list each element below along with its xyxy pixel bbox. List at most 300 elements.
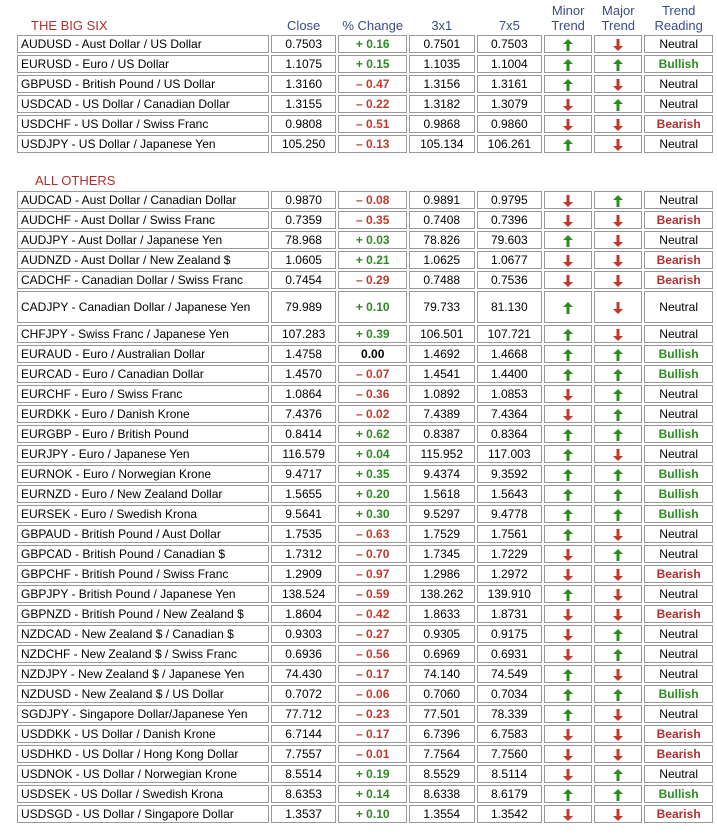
minor-trend-cell bbox=[544, 115, 592, 133]
arrow-down-icon bbox=[613, 729, 623, 741]
trend-reading-cell: Bearish bbox=[644, 211, 713, 229]
7x5-cell: 117.003 bbox=[477, 445, 543, 463]
close-cell: 138.524 bbox=[271, 585, 337, 603]
trend-reading-cell: Bearish bbox=[644, 805, 713, 823]
trend-reading-cell: Neutral bbox=[644, 35, 713, 53]
big-six-table bbox=[15, 1, 715, 155]
3x1-cell: 0.9891 bbox=[409, 191, 475, 209]
pair-cell: EURCHF - Euro / Swiss Franc bbox=[17, 385, 269, 403]
major-trend-cell bbox=[594, 765, 642, 783]
7x5-cell: 1.4668 bbox=[477, 345, 543, 363]
trend-reading-cell: Neutral bbox=[644, 405, 713, 423]
change-cell: – 0.36 bbox=[338, 385, 407, 403]
change-cell: – 0.70 bbox=[338, 545, 407, 563]
arrow-up-icon bbox=[563, 689, 573, 701]
arrow-down-icon bbox=[563, 569, 573, 581]
change-cell: – 0.17 bbox=[338, 725, 407, 743]
arrow-down-icon bbox=[563, 809, 573, 821]
7x5-cell: 1.3542 bbox=[477, 805, 543, 823]
close-cell: 1.1075 bbox=[271, 55, 337, 73]
change-cell: + 0.35 bbox=[338, 465, 407, 483]
arrow-up-icon bbox=[563, 329, 573, 341]
change-cell: – 0.22 bbox=[338, 95, 407, 113]
arrow-up-icon bbox=[613, 59, 623, 71]
change-cell: – 0.63 bbox=[338, 525, 407, 543]
all-others-table bbox=[15, 171, 715, 825]
7x5-cell: 0.8364 bbox=[477, 425, 543, 443]
table-row bbox=[17, 135, 713, 153]
major-trend-cell bbox=[594, 665, 642, 683]
arrow-up-icon bbox=[563, 449, 573, 461]
arrow-down-icon bbox=[563, 195, 573, 207]
trend-reading-cell: Neutral bbox=[644, 625, 713, 643]
table-row bbox=[17, 645, 713, 663]
3x1-cell: 1.2986 bbox=[409, 565, 475, 583]
pair-cell: EURSEK - Euro / Swedish Krona bbox=[17, 505, 269, 523]
3x1-cell: 1.3156 bbox=[409, 75, 475, 93]
major-trend-cell bbox=[594, 271, 642, 289]
arrow-down-icon bbox=[563, 215, 573, 227]
close-cell: 77.712 bbox=[271, 705, 337, 723]
3x1-cell: 1.0625 bbox=[409, 251, 475, 269]
change-cell: + 0.30 bbox=[338, 505, 407, 523]
major-trend-header bbox=[594, 3, 642, 33]
table-row bbox=[17, 685, 713, 703]
3x1-cell: 1.4692 bbox=[409, 345, 475, 363]
header-row bbox=[17, 3, 713, 33]
arrow-down-icon bbox=[563, 99, 573, 111]
minor-trend-cell bbox=[544, 325, 592, 343]
pair-cell: NZDJPY - New Zealand $ / Japanese Yen bbox=[17, 665, 269, 683]
change-cell: – 0.23 bbox=[338, 705, 407, 723]
pair-cell: EURNOK - Euro / Norwegian Krone bbox=[17, 465, 269, 483]
arrow-down-icon bbox=[563, 389, 573, 401]
3x1-cell: 79.733 bbox=[409, 291, 475, 323]
trend-reading-cell: Bullish bbox=[644, 465, 713, 483]
close-cell: 1.2909 bbox=[271, 565, 337, 583]
close-cell: 0.7072 bbox=[271, 685, 337, 703]
7x5-cell: 0.7536 bbox=[477, 271, 543, 289]
trend-reading-cell: Neutral bbox=[644, 445, 713, 463]
minor-trend-cell bbox=[544, 405, 592, 423]
major-trend-cell bbox=[594, 405, 642, 423]
7x5-cell: 0.7034 bbox=[477, 685, 543, 703]
trend-reading-cell: Neutral bbox=[644, 291, 713, 323]
arrow-up-icon bbox=[563, 669, 573, 681]
7x5-cell: 1.7561 bbox=[477, 525, 543, 543]
7x5-cell: 81.130 bbox=[477, 291, 543, 323]
close-cell: 79.989 bbox=[271, 291, 337, 323]
pair-cell: NZDCAD - New Zealand $ / Canadian $ bbox=[17, 625, 269, 643]
minor-trend-cell bbox=[544, 95, 592, 113]
table-row bbox=[17, 465, 713, 483]
close-cell: 0.7454 bbox=[271, 271, 337, 289]
trend-reading-cell: Neutral bbox=[644, 525, 713, 543]
minor-trend-cell bbox=[544, 365, 592, 383]
trend-label: Trend bbox=[661, 3, 696, 18]
table-row bbox=[17, 251, 713, 269]
pair-cell: USDNOK - US Dollar / Norwegian Krone bbox=[17, 765, 269, 783]
7x5-cell: 1.0677 bbox=[477, 251, 543, 269]
pair-cell: NZDUSD - New Zealand $ / US Dollar bbox=[17, 685, 269, 703]
close-cell: 1.4758 bbox=[271, 345, 337, 363]
3x1-cell: 1.1035 bbox=[409, 55, 475, 73]
close-header: Close bbox=[287, 18, 321, 33]
3x1-cell: 0.7060 bbox=[409, 685, 475, 703]
pair-cell: EURDKK - Euro / Danish Krone bbox=[17, 405, 269, 423]
change-cell: + 0.39 bbox=[338, 325, 407, 343]
7x5-cell: 7.4364 bbox=[477, 405, 543, 423]
7x5-cell: 107.721 bbox=[477, 325, 543, 343]
major-trend-cell bbox=[594, 55, 642, 73]
major-trend-cell bbox=[594, 525, 642, 543]
3x1-cell: 74.140 bbox=[409, 665, 475, 683]
minor-trend-cell bbox=[544, 485, 592, 503]
trend-reading-cell: Bullish bbox=[644, 485, 713, 503]
all-others-title: ALL OTHERS bbox=[35, 173, 116, 188]
pair-cell: GBPJPY - British Pound / Japanese Yen bbox=[17, 585, 269, 603]
trend-reading-cell: Bullish bbox=[644, 55, 713, 73]
arrow-down-icon bbox=[613, 215, 623, 227]
minor-trend-cell bbox=[544, 135, 592, 153]
arrow-up-icon bbox=[563, 139, 573, 151]
table-row bbox=[17, 525, 713, 543]
change-cell: – 0.13 bbox=[338, 135, 407, 153]
arrow-up-icon bbox=[563, 509, 573, 521]
table-row bbox=[17, 291, 713, 323]
trend-reading-cell: Neutral bbox=[644, 95, 713, 113]
change-cell: + 0.14 bbox=[338, 785, 407, 803]
3x1-cell: 1.7529 bbox=[409, 525, 475, 543]
change-cell: – 0.42 bbox=[338, 605, 407, 623]
arrow-up-icon bbox=[613, 549, 623, 561]
close-cell: 1.3160 bbox=[271, 75, 337, 93]
major-trend-cell bbox=[594, 805, 642, 823]
7x5-cell: 8.5114 bbox=[477, 765, 543, 783]
major-trend-cell bbox=[594, 191, 642, 209]
pair-cell: USDSEK - US Dollar / Swedish Krona bbox=[17, 785, 269, 803]
arrow-up-icon bbox=[563, 709, 573, 721]
trend-reading-cell: Bearish bbox=[644, 251, 713, 269]
close-cell: 1.3537 bbox=[271, 805, 337, 823]
pair-cell: AUDJPY - Aust Dollar / Japanese Yen bbox=[17, 231, 269, 249]
table-row bbox=[17, 765, 713, 783]
arrow-down-icon bbox=[563, 629, 573, 641]
change-cell: + 0.16 bbox=[338, 35, 407, 53]
3x1-cell: 8.6338 bbox=[409, 785, 475, 803]
table-row bbox=[17, 385, 713, 403]
change-cell: + 0.20 bbox=[338, 485, 407, 503]
arrow-down-icon bbox=[563, 769, 573, 781]
table-row bbox=[17, 35, 713, 53]
trend-reading-cell: Bearish bbox=[644, 605, 713, 623]
pair-cell: GBPCAD - British Pound / Canadian $ bbox=[17, 545, 269, 563]
3x1-cell: 77.501 bbox=[409, 705, 475, 723]
table-row bbox=[17, 565, 713, 583]
arrow-up-icon bbox=[613, 509, 623, 521]
minor-trend-cell bbox=[544, 665, 592, 683]
arrow-up-icon bbox=[613, 769, 623, 781]
major-trend-cell bbox=[594, 385, 642, 403]
7x5-cell: 0.9795 bbox=[477, 191, 543, 209]
close-cell: 0.8414 bbox=[271, 425, 337, 443]
pair-cell: USDCHF - US Dollar / Swiss Franc bbox=[17, 115, 269, 133]
pair-cell: EURJPY - Euro / Japanese Yen bbox=[17, 445, 269, 463]
table-row bbox=[17, 505, 713, 523]
close-cell: 9.4717 bbox=[271, 465, 337, 483]
3x1-cell: 1.8633 bbox=[409, 605, 475, 623]
change-cell: – 0.17 bbox=[338, 665, 407, 683]
arrow-up-icon bbox=[613, 789, 623, 801]
minor-trend-cell bbox=[544, 645, 592, 663]
3x1-cell: 9.5297 bbox=[409, 505, 475, 523]
7x5-cell: 0.7503 bbox=[477, 35, 543, 53]
change-cell: – 0.51 bbox=[338, 115, 407, 133]
trend-reading-cell: Neutral bbox=[644, 585, 713, 603]
major-trend-cell bbox=[594, 545, 642, 563]
change-cell: + 0.15 bbox=[338, 55, 407, 73]
pair-cell: USDHKD - US Dollar / Hong Kong Dollar bbox=[17, 745, 269, 763]
major-trend-cell bbox=[594, 505, 642, 523]
table-row bbox=[17, 445, 713, 463]
minor-trend-cell bbox=[544, 211, 592, 229]
close-cell: 8.6353 bbox=[271, 785, 337, 803]
arrow-up-icon bbox=[563, 789, 573, 801]
arrow-up-icon bbox=[613, 689, 623, 701]
3x1-cell: 1.7345 bbox=[409, 545, 475, 563]
7x5-cell: 1.5643 bbox=[477, 485, 543, 503]
minor-trend-cell bbox=[544, 725, 592, 743]
arrow-up-icon bbox=[563, 39, 573, 51]
arrow-down-icon bbox=[613, 79, 623, 91]
arrow-up-icon bbox=[563, 349, 573, 361]
7x5-cell: 1.8731 bbox=[477, 605, 543, 623]
change-cell: + 0.19 bbox=[338, 765, 407, 783]
arrow-down-icon bbox=[613, 39, 623, 51]
minor-trend-header bbox=[544, 3, 592, 33]
minor-trend-cell bbox=[544, 445, 592, 463]
close-cell: 0.6936 bbox=[271, 645, 337, 663]
pair-cell: EURGBP - Euro / British Pound bbox=[17, 425, 269, 443]
major-trend-cell bbox=[594, 585, 642, 603]
arrow-down-icon bbox=[613, 609, 623, 621]
table-row bbox=[17, 405, 713, 423]
trend-reading-cell: Neutral bbox=[644, 135, 713, 153]
arrow-up-icon bbox=[613, 389, 623, 401]
7x5-cell: 0.9860 bbox=[477, 115, 543, 133]
arrow-down-icon bbox=[613, 119, 623, 131]
arrow-up-icon bbox=[613, 629, 623, 641]
table-row bbox=[17, 665, 713, 683]
major-trend-cell bbox=[594, 785, 642, 803]
trend-reading-cell: Neutral bbox=[644, 325, 713, 343]
trend-reading-cell: Bullish bbox=[644, 365, 713, 383]
close-cell: 1.0864 bbox=[271, 385, 337, 403]
arrow-up-icon bbox=[563, 469, 573, 481]
trend-reading-cell: Bearish bbox=[644, 745, 713, 763]
close-cell: 1.4570 bbox=[271, 365, 337, 383]
trend-reading-cell: Bearish bbox=[644, 271, 713, 289]
close-cell: 9.5641 bbox=[271, 505, 337, 523]
trend-reading-cell: Neutral bbox=[644, 545, 713, 563]
3x1-cell: 7.7564 bbox=[409, 745, 475, 763]
pair-cell: CADCHF - Canadian Dollar / Swiss Franc bbox=[17, 271, 269, 289]
3x1-cell: 138.262 bbox=[409, 585, 475, 603]
major-trend-cell bbox=[594, 685, 642, 703]
major-trend-cell bbox=[594, 705, 642, 723]
major-trend-cell bbox=[594, 135, 642, 153]
trend-reading-cell: Neutral bbox=[644, 191, 713, 209]
table-row bbox=[17, 115, 713, 133]
major-trend-cell bbox=[594, 645, 642, 663]
minor-trend-cell bbox=[544, 291, 592, 323]
7x5-cell: 1.3161 bbox=[477, 75, 543, 93]
reading-label: Reading bbox=[654, 18, 703, 33]
close-cell: 0.7359 bbox=[271, 211, 337, 229]
arrow-down-icon bbox=[613, 569, 623, 581]
3x1-cell: 115.952 bbox=[409, 445, 475, 463]
3x1-cell: 0.7501 bbox=[409, 35, 475, 53]
minor-trend-cell bbox=[544, 385, 592, 403]
trend-reading-cell: Neutral bbox=[644, 231, 713, 249]
arrow-down-icon bbox=[563, 749, 573, 761]
3x1-cell: 0.6969 bbox=[409, 645, 475, 663]
major-trend-cell bbox=[594, 625, 642, 643]
arrow-down-icon bbox=[563, 609, 573, 621]
minor-trend-cell bbox=[544, 805, 592, 823]
table-row bbox=[17, 231, 713, 249]
arrow-up-icon bbox=[563, 302, 573, 314]
change-cell: – 0.08 bbox=[338, 191, 407, 209]
trend-reading-cell: Neutral bbox=[644, 385, 713, 403]
major-trend-cell bbox=[594, 211, 642, 229]
arrow-up-icon bbox=[613, 489, 623, 501]
7x5-cell: 74.549 bbox=[477, 665, 543, 683]
arrow-up-icon bbox=[563, 489, 573, 501]
change-cell: – 0.29 bbox=[338, 271, 407, 289]
table-row bbox=[17, 55, 713, 73]
minor-trend-cell bbox=[544, 191, 592, 209]
close-cell: 0.9808 bbox=[271, 115, 337, 133]
arrow-down-icon bbox=[613, 302, 623, 314]
arrow-up-icon bbox=[563, 235, 573, 247]
trend-reading-cell: Neutral bbox=[644, 765, 713, 783]
minor-trend-cell bbox=[544, 465, 592, 483]
close-cell: 0.9303 bbox=[271, 625, 337, 643]
7x5-cell: 139.910 bbox=[477, 585, 543, 603]
table-row bbox=[17, 485, 713, 503]
table-row bbox=[17, 211, 713, 229]
7x5-cell: 0.6931 bbox=[477, 645, 543, 663]
pair-cell: AUDCHF - Aust Dollar / Swiss Franc bbox=[17, 211, 269, 229]
arrow-down-icon bbox=[613, 669, 623, 681]
pct-change-header: % Change bbox=[342, 18, 404, 33]
arrow-down-icon bbox=[563, 729, 573, 741]
pair-cell: USDCAD - US Dollar / Canadian Dollar bbox=[17, 95, 269, 113]
table-row bbox=[17, 745, 713, 763]
arrow-down-icon bbox=[613, 275, 623, 287]
arrow-up-icon bbox=[563, 369, 573, 381]
trend-reading-cell: Neutral bbox=[644, 75, 713, 93]
trend-reading-cell: Neutral bbox=[644, 665, 713, 683]
arrow-up-icon bbox=[563, 79, 573, 91]
close-cell: 74.430 bbox=[271, 665, 337, 683]
pair-cell: GBPNZD - British Pound / New Zealand $ bbox=[17, 605, 269, 623]
change-cell: 0.00 bbox=[338, 345, 407, 363]
close-cell: 1.8604 bbox=[271, 605, 337, 623]
7x5-cell: 0.7396 bbox=[477, 211, 543, 229]
minor-trend-label: Trend bbox=[551, 18, 585, 33]
minor-trend-cell bbox=[544, 251, 592, 269]
minor-trend-cell bbox=[544, 271, 592, 289]
table-row bbox=[17, 805, 713, 823]
trend-reading-cell: Bullish bbox=[644, 345, 713, 363]
arrow-up-icon bbox=[563, 429, 573, 441]
arrow-down-icon bbox=[613, 235, 623, 247]
7x5-cell: 9.3592 bbox=[477, 465, 543, 483]
close-cell: 0.7503 bbox=[271, 35, 337, 53]
arrow-up-icon bbox=[613, 369, 623, 381]
7x5-cell: 6.7583 bbox=[477, 725, 543, 743]
arrow-down-icon bbox=[613, 749, 623, 761]
minor-trend-cell bbox=[544, 75, 592, 93]
3x1-cell: 0.7408 bbox=[409, 211, 475, 229]
table-row bbox=[17, 585, 713, 603]
close-cell: 1.7312 bbox=[271, 545, 337, 563]
minor-trend-cell bbox=[544, 425, 592, 443]
table-row bbox=[17, 545, 713, 563]
7x5-cell: 79.603 bbox=[477, 231, 543, 249]
7x5-cell: 1.1004 bbox=[477, 55, 543, 73]
major-trend-cell bbox=[594, 425, 642, 443]
7x5-cell: 1.3079 bbox=[477, 95, 543, 113]
major-label: Major bbox=[602, 3, 635, 18]
arrow-up-icon bbox=[563, 589, 573, 601]
minor-trend-cell bbox=[544, 745, 592, 763]
change-cell: – 0.35 bbox=[338, 211, 407, 229]
trend-reading-cell: Bearish bbox=[644, 725, 713, 743]
table-row bbox=[17, 365, 713, 383]
3x1-header: 3x1 bbox=[431, 18, 453, 33]
minor-trend-cell bbox=[544, 565, 592, 583]
change-cell: – 0.07 bbox=[338, 365, 407, 383]
pair-cell: USDSGD - US Dollar / Singapore Dollar bbox=[17, 805, 269, 823]
table-row bbox=[17, 75, 713, 93]
minor-trend-cell bbox=[544, 605, 592, 623]
3x1-cell: 7.4389 bbox=[409, 405, 475, 423]
3x1-cell: 0.8387 bbox=[409, 425, 475, 443]
table-row bbox=[17, 625, 713, 643]
minor-trend-cell bbox=[544, 765, 592, 783]
minor-trend-cell bbox=[544, 785, 592, 803]
trend-reading-cell: Bullish bbox=[644, 505, 713, 523]
big-six-title: THE BIG SIX bbox=[31, 18, 108, 33]
pair-cell: CADJPY - Canadian Dollar / Japanese Yen bbox=[17, 291, 269, 323]
change-cell: – 0.02 bbox=[338, 405, 407, 423]
close-cell: 107.283 bbox=[271, 325, 337, 343]
close-cell: 116.579 bbox=[271, 445, 337, 463]
trend-reading-cell: Bullish bbox=[644, 425, 713, 443]
pair-cell: EURUSD - Euro / US Dollar bbox=[17, 55, 269, 73]
table-row bbox=[17, 705, 713, 723]
change-cell: + 0.10 bbox=[338, 291, 407, 323]
3x1-cell: 105.134 bbox=[409, 135, 475, 153]
7x5-cell: 1.2972 bbox=[477, 565, 543, 583]
7x5-cell: 106.261 bbox=[477, 135, 543, 153]
pair-cell: USDJPY - US Dollar / Japanese Yen bbox=[17, 135, 269, 153]
arrow-up-icon bbox=[613, 469, 623, 481]
minor-trend-cell bbox=[544, 685, 592, 703]
